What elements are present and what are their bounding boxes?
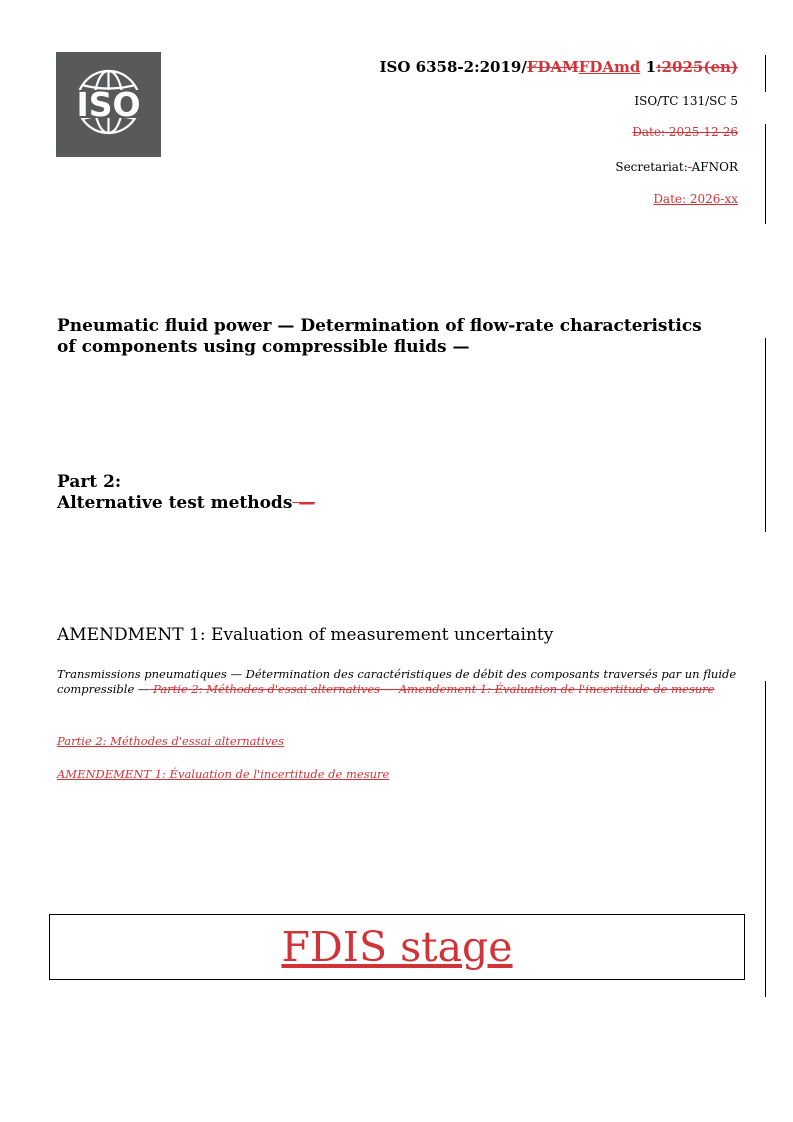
french-title: [57, 667, 742, 697]
logo-text: ISO: [76, 85, 141, 124]
committee: ISO/TC 131/SC 5: [634, 94, 738, 108]
doc-number-amd: 1: [640, 58, 657, 76]
title-line-2: of components using compressible fluids —: [57, 337, 470, 357]
french-title-text: Transmissions pneumatiques — Détermination des caractéristiques de débit des composants traversés par un fluide compressible —: [57, 667, 737, 696]
revision-bar: [765, 338, 766, 532]
document-number: [380, 58, 738, 76]
globe-icon: [56, 52, 161, 157]
revision-bar: [765, 681, 766, 997]
secretariat-label: Secretariat:: [615, 160, 688, 174]
document-title: [57, 316, 757, 358]
secretariat-value: AFNOR: [691, 160, 738, 174]
part-name-deleted: —: [292, 493, 316, 513]
stage-box: [49, 914, 745, 980]
title-line-1: Pneumatic fluid power — Determination of flow-rate characteristics: [57, 316, 702, 336]
revision-bar: [765, 124, 766, 224]
doc-number-main: ISO 6358-2:2019/: [379, 58, 527, 76]
french-part-inserted: Partie 2: Méthodes d'essai alternatives: [57, 734, 284, 748]
date-deleted: Date: 2025-12-26: [632, 125, 738, 139]
date-inserted: Date: 2026-xx: [653, 192, 738, 206]
stage-label: FDIS stage: [281, 923, 513, 971]
french-amendment-inserted: AMENDEMENT 1: Évaluation de l'incertitude de mesure: [57, 767, 390, 781]
part-heading: [57, 472, 315, 514]
doc-number-deleted: FDAM: [526, 58, 579, 76]
amendment-title: AMENDMENT 1: Evaluation of measurement uncertainty: [57, 625, 554, 645]
revision-bar: [765, 55, 766, 92]
part-label: Part 2:: [57, 472, 122, 492]
part-name: Alternative test methods: [57, 493, 293, 513]
secretariat: [615, 160, 738, 174]
doc-number-year-deleted: :2025(en): [656, 58, 738, 76]
doc-number-inserted: FDAmd: [578, 58, 641, 76]
french-title-deleted: Partie 2: Méthodes d'essai alternatives — Amendement 1: Évaluation de l'incertitude de mesure: [149, 682, 715, 696]
iso-logo: [56, 52, 161, 157]
